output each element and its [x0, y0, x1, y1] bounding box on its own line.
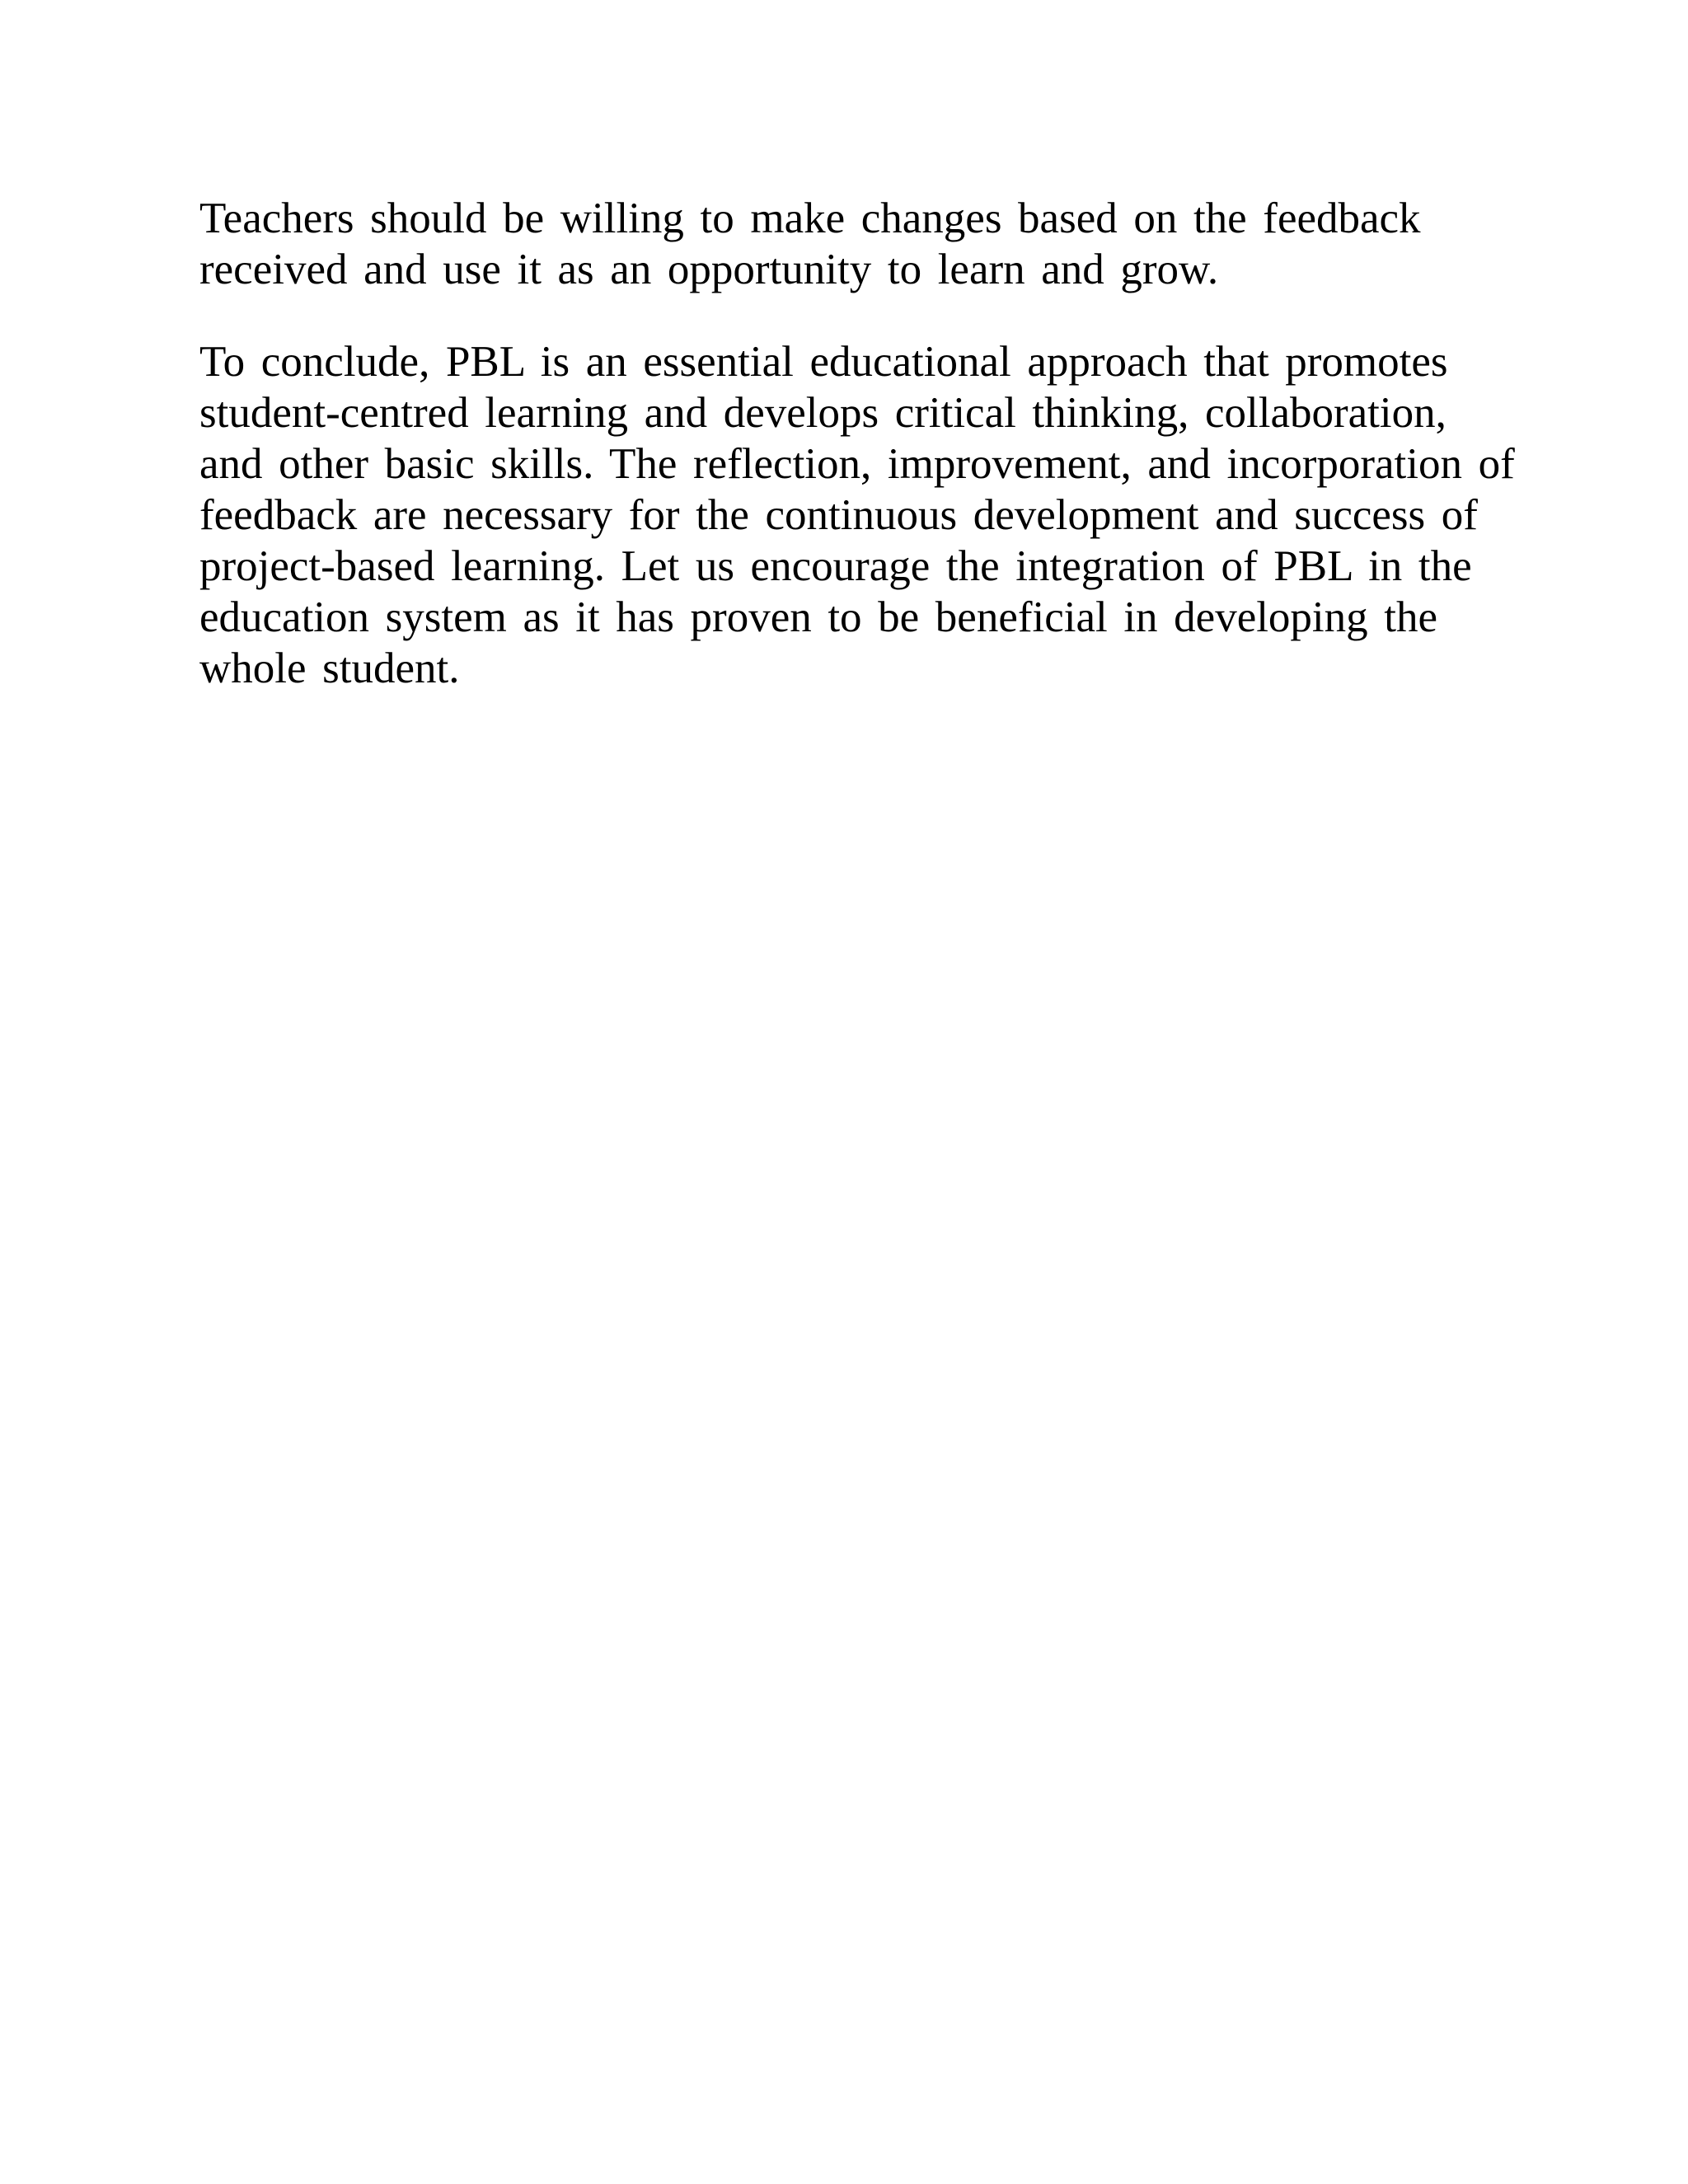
text-line: student-centred learning and develops critical thinking, collaboration,: [199, 389, 1447, 437]
text-line: feedback are necessary for the continuous development and success of: [199, 491, 1478, 539]
document-body: [199, 193, 1515, 694]
text-line: To conclude, PBL is an essential educational approach that promotes: [199, 338, 1448, 386]
paragraph-conclusion: [199, 336, 1515, 694]
paragraph-feedback: [199, 193, 1498, 295]
text-line: whole student.: [199, 644, 460, 692]
text-line: Teachers should be willing to make changes based on the feedback: [199, 194, 1421, 242]
text-line: project-based learning. Let us encourage the integration of PBL in the: [199, 542, 1472, 590]
text-line: education system as it has proven to be beneficial in developing the: [199, 593, 1438, 641]
text-line: and other basic skills. The reflection, improvement, and incorporation of: [199, 440, 1515, 488]
text-line: received and use it as an opportunity to learn and grow.: [199, 246, 1219, 293]
